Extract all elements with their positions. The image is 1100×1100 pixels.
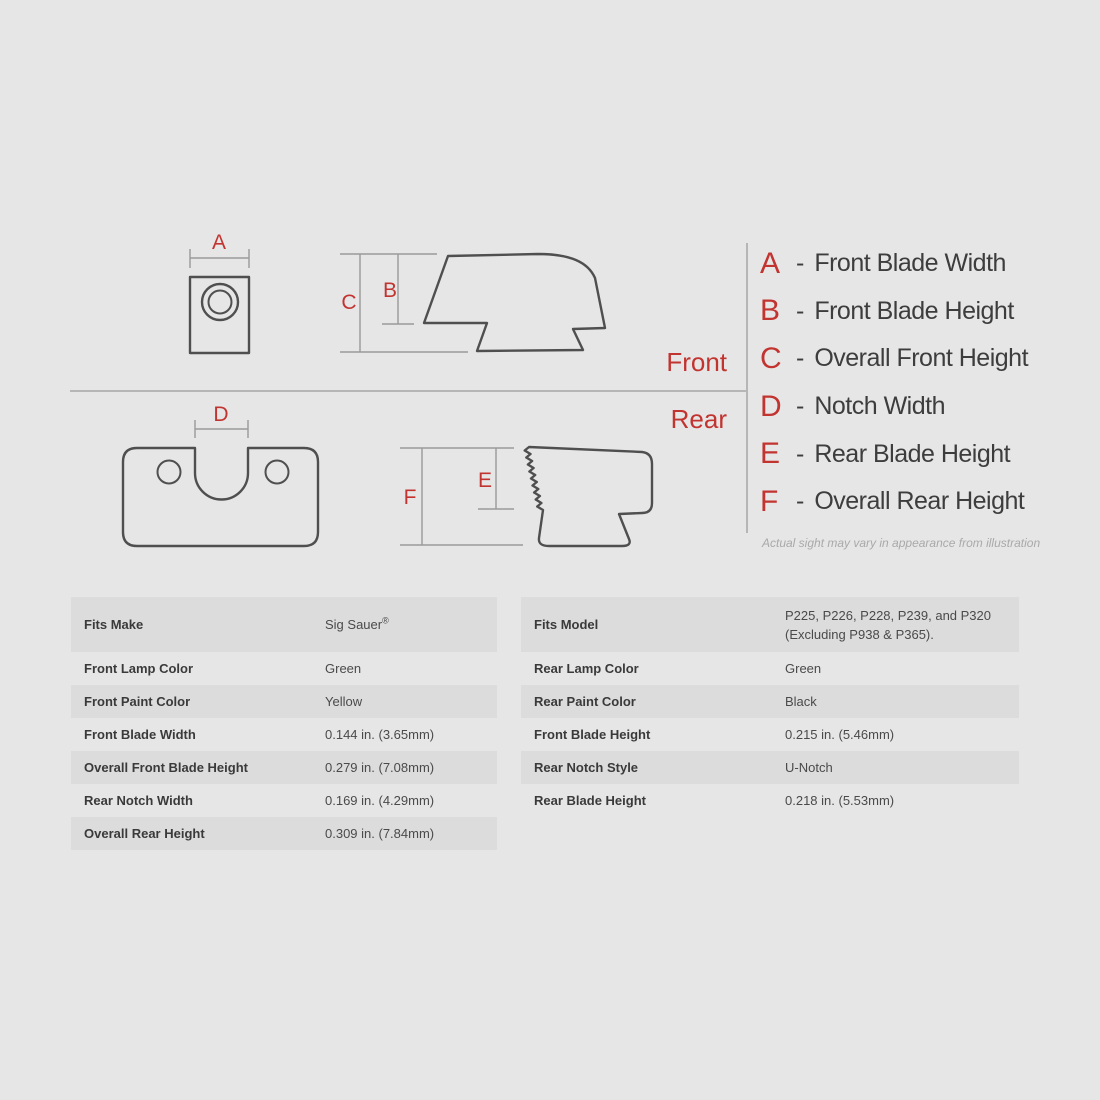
front-sight-side-view (340, 254, 605, 352)
row-value-line1: P225, P226, P228, P239, and P320 (785, 607, 992, 623)
front-lamp-inner-circle (209, 291, 232, 314)
legend-letter-c: C (760, 341, 782, 375)
rear-profile-outline (525, 447, 652, 546)
table-row (71, 597, 497, 652)
rear-lamp-right-circle (266, 461, 289, 484)
row-value (325, 615, 389, 634)
marker-c: C (341, 291, 357, 314)
table-row (71, 652, 497, 685)
legend-letter-a: A (760, 246, 781, 280)
row-value: 0.144 in. (3.65mm) (325, 727, 435, 742)
row-label: Rear Notch Style (534, 760, 639, 775)
row-value: 0.279 in. (7.08mm) (325, 760, 435, 775)
row-value: Green (785, 661, 822, 676)
legend-separator: - (796, 439, 805, 468)
marker-b: B (382, 279, 398, 302)
table-row (71, 751, 497, 784)
marker-f: F (403, 486, 417, 509)
spec-table-right (521, 597, 1019, 817)
dimension-legend (760, 240, 1028, 526)
legend-item-b (760, 288, 1028, 336)
front-sight-front-view (190, 249, 249, 353)
legend-letter-f: F (760, 484, 779, 518)
legend-separator: - (796, 249, 805, 278)
front-profile-outline (424, 254, 605, 351)
table-row (521, 718, 1019, 751)
row-label: Overall Rear Height (84, 826, 205, 841)
legend-item-a (760, 240, 1028, 288)
table-row (71, 784, 497, 817)
table-row (521, 784, 1019, 817)
legend-separator: - (796, 344, 805, 373)
row-label: Rear Blade Height (534, 793, 646, 808)
table-row (71, 718, 497, 751)
legend-letter-e: E (760, 437, 781, 471)
dimension-ef-lines (400, 448, 523, 545)
legend-item-d (760, 383, 1028, 431)
table-row (521, 652, 1019, 685)
rear-sight-rear-view (123, 420, 318, 546)
legend-label-d: Notch Width (814, 392, 945, 421)
table-row (71, 817, 497, 850)
rear-blade-outline (123, 448, 318, 546)
rear-lamp-left-circle (158, 461, 181, 484)
spec-table-left (71, 597, 497, 850)
table-row (71, 685, 497, 718)
front-section-label: Front (666, 347, 727, 377)
marker-d: D (213, 403, 229, 426)
legend-label-b: Front Blade Height (814, 296, 1014, 325)
row-label: Rear Notch Width (84, 793, 193, 808)
row-label: Fits Make (84, 617, 144, 632)
row-label: Rear Paint Color (534, 694, 636, 709)
marker-e: E (477, 469, 493, 492)
row-label: Overall Front Blade Height (84, 760, 248, 775)
row-value: Black (785, 694, 817, 709)
row-value: 0.218 in. (5.53mm) (785, 793, 895, 808)
row-value: 0.169 in. (4.29mm) (325, 793, 435, 808)
legend-separator: - (796, 392, 805, 421)
rear-sight-side-view (400, 447, 652, 546)
front-blade-outline (190, 277, 249, 353)
legend-label-a: Front Blade Width (814, 249, 1006, 278)
row-label: Front Blade Width (84, 727, 196, 742)
dimension-bc-lines (340, 254, 468, 352)
rear-section-label: Rear (670, 404, 727, 434)
table-row (521, 685, 1019, 718)
legend-separator: - (796, 296, 805, 325)
row-value: Green (325, 661, 362, 676)
row-label: Front Paint Color (84, 694, 191, 709)
legend-item-c (760, 335, 1028, 383)
row-value: U-Notch (785, 760, 833, 775)
row-label: Front Blade Height (534, 727, 651, 742)
row-label: Rear Lamp Color (534, 661, 639, 676)
disclaimer-note: Actual sight may vary in appearance from illustration (762, 536, 1041, 550)
row-value-text: Sig Sauer (325, 617, 383, 632)
row-value: 0.215 in. (5.46mm) (785, 727, 895, 742)
legend-label-e: Rear Blade Height (814, 439, 1011, 468)
row-label: Front Lamp Color (84, 661, 194, 676)
legend-label-c: Overall Front Height (814, 344, 1029, 373)
row-label: Fits Model (534, 617, 599, 632)
row-value (785, 606, 991, 644)
legend-separator: - (796, 487, 805, 516)
legend-letter-d: D (760, 389, 782, 423)
legend-item-e (760, 430, 1028, 478)
row-value-line2: (Excluding P938 & P365). (785, 626, 934, 642)
row-value: 0.309 in. (7.84mm) (325, 826, 435, 841)
legend-label-f: Overall Rear Height (814, 487, 1025, 516)
legend-letter-b: B (760, 294, 781, 328)
row-value: Yellow (325, 694, 363, 709)
marker-a: A (211, 231, 227, 254)
front-lamp-outer-circle (202, 284, 238, 320)
registered-mark: ® (382, 615, 389, 626)
table-row (521, 751, 1019, 784)
legend-item-f (760, 478, 1028, 526)
table-row (521, 597, 1019, 652)
